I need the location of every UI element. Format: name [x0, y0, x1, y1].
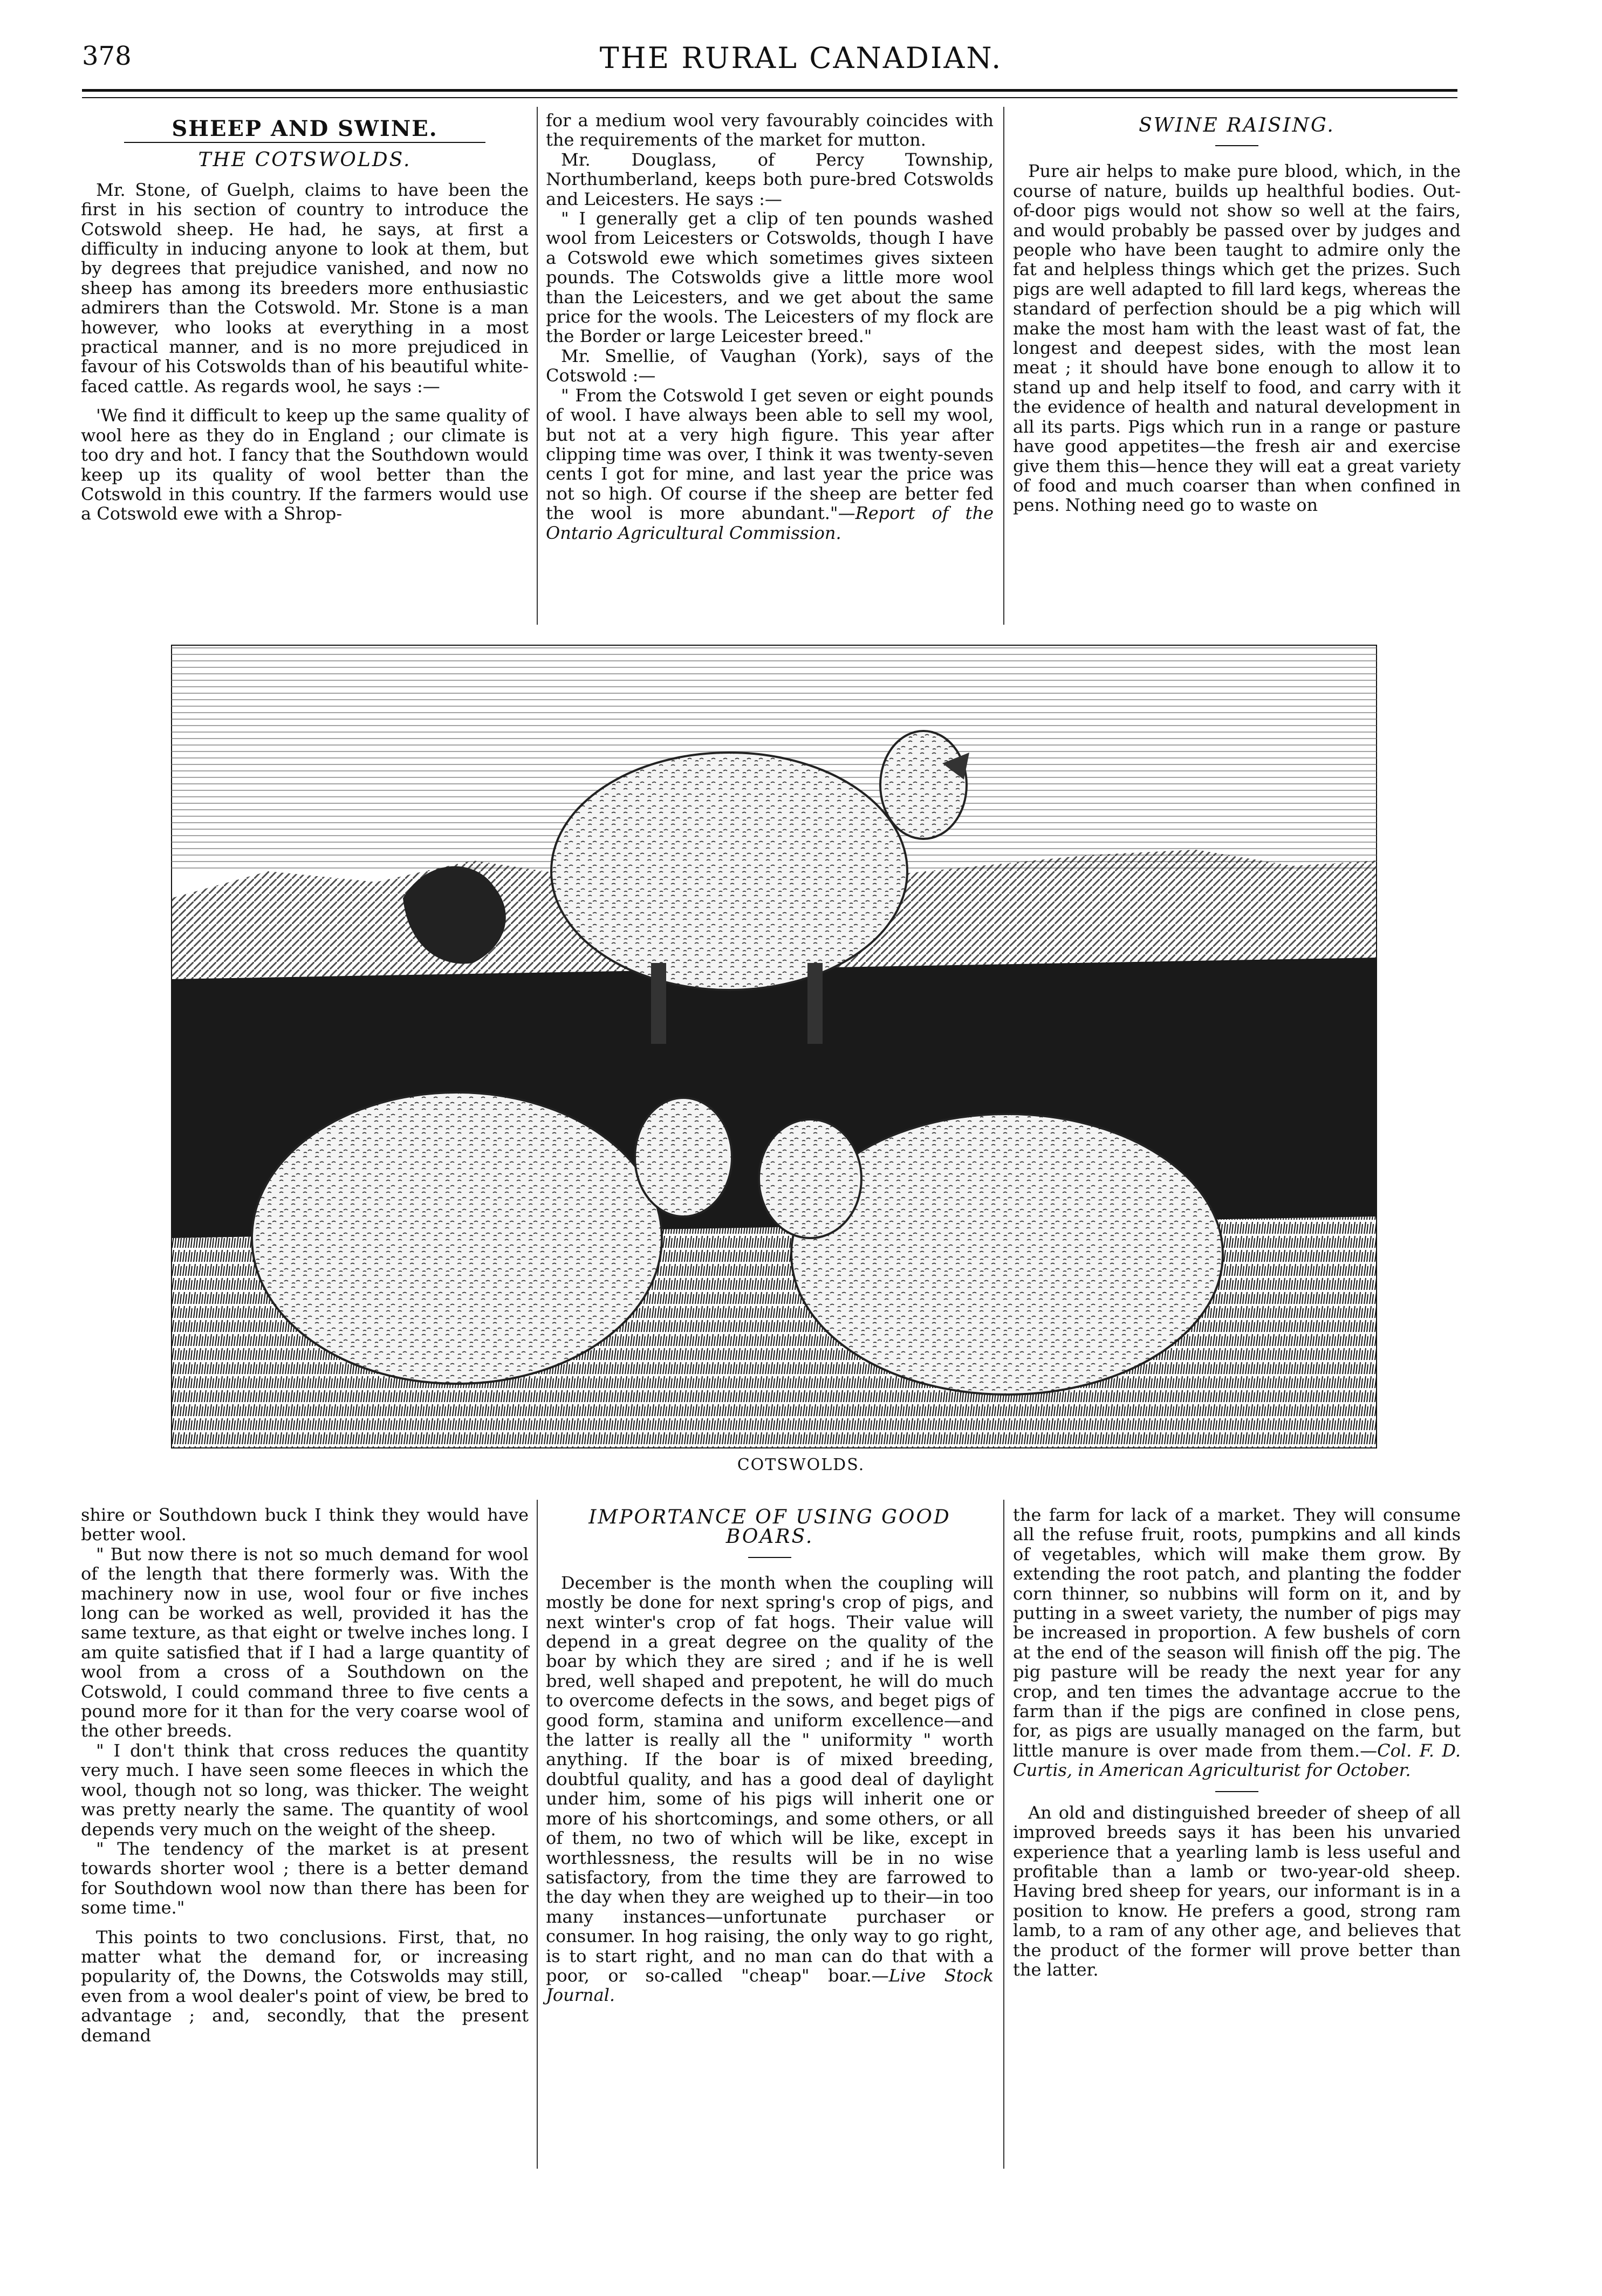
swine-continuation: the farm for lack of a market. They will consume all the refuse fruit, roots, pumpkins and all kinds of vegetables, which will make them grow. By extending the root patch, and planting the fodder corn thinner, so nubbins will form on it, and by putting in a sweet variety, the number of pigs may be increased in proportion. A few bushels of corn at the end of the season will finish off the pig. The pig pasture will be ready the next year for any crop, and ten times the advantage accrue to the farm than if the pigs are confined in close pens, for, as pigs are usually managed on the farm, but little manure is over made from them.— [1013, 1505, 1461, 1761]
illustration-caption: COTSWOLDS. [737, 1456, 865, 1474]
paragraph [1013, 1505, 1461, 1780]
header-rule [82, 89, 1457, 92]
paragraph: " The tendency of the market is at present towards shorter wool ; there is a better demand for Southdown wool now than there has been for some time." [81, 1838, 529, 1918]
paragraph: " I don't think that cross reduces the quantity very much. I have seen some fleeces in which the wool, though not so long, was thicker. The weight was pretty nearly the same. The quantity of wool depends very much on the weight of the sheep. [81, 1740, 529, 1840]
paragraph: " I generally get a clip of ten pounds washed wool from Leicesters or Cotswolds, though I have a Cotswold ewe which sometimes gives sixteen pounds. The Cotswolds give a little more wool than the Leicesters, and we get about the same price for the wools. The Leicesters of my flock are the Border or large Leicester breed." [546, 208, 994, 347]
column-2-lower [546, 1508, 994, 2005]
header-rule-thin [82, 97, 1457, 98]
paragraph: Pure air helps to make pure blood, which, in the course of nature, builds up healthful bodies. Out-of-door pigs would not show so well at the fairs, and would probably be passed over by judges and people who have been taught to admire only the fat and helpless things which get the prizes. Such pigs are well adapted to fill lard kegs, whereas the standard of perfection should be a pig which will make the most ham with the least wast of fat, the longest and deepest sides, with the most lean meat ; it should have bone enough to allow it to stand up and help itself to food, and carry with it the evidence of health and natural development in all its parts. Pigs which run in a range or pasture have good appetites—the fresh air and exercise give them this—hence they will eat a great variety of food and much coarser than when confined in pens. Nothing need go to waste on [1013, 161, 1461, 516]
paragraph: " But now there is not so much demand for wool of the length that there formerly was. With the machinery now in use, wool four or five inches long can be worked as well, provided it has the same texture, as that eight or twelve inches long. I am quite satisfied that if I had a large quantity of wool from a cross of a Southdown on the Cotswold, I could command three to five cents a pound more for it than for the very coarse wool of the other breeds. [81, 1543, 529, 1741]
boars-text: December is the month when the coupling will mostly be done for next spring's crop of pigs, and next winter's crop of fat hogs. Their value will depend in a great degree on the quality of the boar by which they are sired ; and if he is well bred, well shaped and prepotent, he will do much to overcome defects in the sows, and beget pigs of good form, stamina and uniform excellence—and the latter is really all the " uniformity " worth anything. If the boar is of mixed breeding, doubtful quality, and has a good deal of daylight under him, some of his pigs will inherit one or more of his shortcomings, and some others, or all of them, no two of which will be like, except in worthlessness, the results will be in no wise satisfactory, from the time they are farrowed to the day when they are weighed up to their—in too many instances—unfortunate purchaser or consumer. In hog raising, the only way to go right, is to start right, and no man can do that with a poor, or so-called "cheap" boar.— [546, 1572, 994, 1986]
paragraph [546, 1573, 994, 2005]
column-rule [1003, 1500, 1004, 2169]
paragraph [546, 386, 994, 543]
column-1-lower [81, 1505, 529, 2045]
paragraph: 'We find it difficult to keep up the same quality of wool here as they do in England ; our climate is too dry and hot. I fancy that the Southdown would keep up its quality of wool better than the Cotswold in this country. If the farmers would use a Cotswold ewe with a Shrop- [81, 405, 529, 524]
column-rule [537, 107, 538, 625]
article-title-cotswolds: THE COTSWOLDS. [198, 149, 412, 172]
paragraph: shire or Southdown buck I think they would have better wool. [81, 1505, 529, 1545]
column-3-lower [1013, 1505, 1461, 1979]
quote-text: " From the Cotswold I get seven or eight pounds of wool. I have always been able to sell my wool, but not at a very high figure. This year after clipping time was over, I think it was twenty-seven cents I got for mine, and last year the price was not so high. Of course if the sheep are better fed the wool is more abundant."— [546, 385, 994, 524]
title-rule [1215, 145, 1258, 146]
article-title-swine: SWINE RAISING. [1139, 114, 1335, 136]
cotswold-sheep-engraving [171, 645, 1377, 1448]
article-signature: Live Stock Journal. [546, 1965, 994, 2006]
paragraph: for a medium wool very favourably coincides with the requirements of the market for mutton. [546, 110, 994, 151]
title-rule [124, 142, 485, 143]
paragraph: This points to two conclusions. First, that, no matter what the demand for, or increasing popularity of, the Downs, the Cotswolds may still, even from a wool dealer's point of view, be bred to advantage ; and, secondly, that the present demand [81, 1926, 529, 2046]
article-signature: Report of the Ontario Agricultural Commission. [546, 503, 994, 543]
section-title: SHEEP AND SWINE. [172, 116, 438, 141]
page-number: 378 [82, 41, 132, 71]
title-rule [748, 1557, 791, 1558]
paragraph: Mr. Douglass, of Percy Township, Northumberland, keeps both pure-bred Cotswolds and Leicesters. He says :— [546, 149, 994, 209]
column-1-upper [81, 116, 529, 524]
column-3-upper [1013, 116, 1461, 515]
paragraph: Mr. Smellie, of Vaughan (York), says of the Cotswold :— [546, 345, 994, 386]
running-title: THE RURAL CANADIAN. [599, 41, 1003, 75]
column-2-upper [546, 111, 994, 543]
article-title-boars: IMPORTANCE OF USING GOOD BOARS. [588, 1506, 951, 1548]
column-rule [537, 1500, 538, 2169]
divider-rule [1215, 1791, 1258, 1792]
column-rule [1003, 107, 1004, 625]
paragraph: Mr. Stone, of Guelph, claims to have been the first in his section of country to introduce the Cotswold sheep. He had, he says, at first a difficulty in inducing anyone to look at them, but by degrees that prejudice vanished, and now no sheep has among its breeders more enthusiastic admirers than the Cotswold. Mr. Stone is a man however, who looks at everything in a most practical manner, and is no more prejudiced in favour of his Cotswolds than of his beautiful white-faced cattle. As regards wool, he says :— [81, 179, 529, 397]
article-signature: Col. F. D. Curtis, in American Agriculturist for October. [1013, 1740, 1461, 1781]
paragraph: An old and distinguished breeder of sheep of all improved breeds says it has been his unvaried experience that a yearling lamb is less useful and profitable than a lamb or two-year-old sheep. Having bred sheep for years, our informant is in a position to know. He prefers a good, strong ram lamb, to a ram of any other age, and believes that the product of the former will prove better than the latter. [1013, 1802, 1461, 1980]
